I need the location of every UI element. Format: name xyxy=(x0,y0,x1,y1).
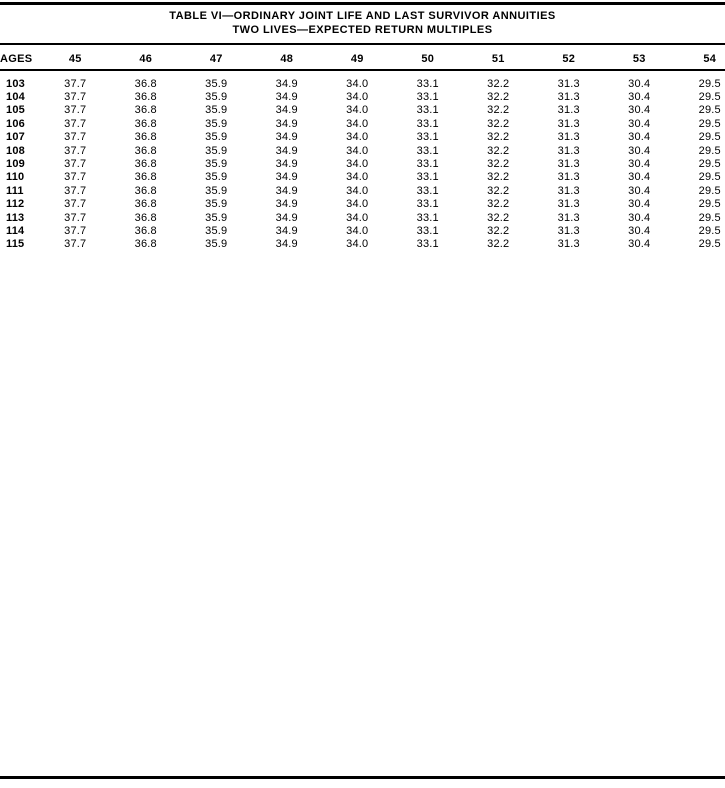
value-cell: 33.1 xyxy=(416,211,439,224)
value-cell: 34.9 xyxy=(275,224,298,237)
value-cell: 33.1 xyxy=(416,77,439,90)
value-cell: 35.9 xyxy=(205,184,228,197)
value-cell: 37.7 xyxy=(64,198,87,211)
value-cell: 37.7 xyxy=(64,144,87,157)
value-cell: 36.8 xyxy=(134,198,157,211)
table-row xyxy=(0,90,725,103)
value-cell: 36.8 xyxy=(134,77,157,90)
table-title-line-1: TABLE VI—ORDINARY JOINT LIFE AND LAST SURVIVOR ANNUITIES xyxy=(169,10,556,22)
age-cell: 111 xyxy=(6,184,24,197)
value-cell: 34.0 xyxy=(346,144,369,157)
value-cell: 34.0 xyxy=(346,238,369,251)
value-cell: 34.9 xyxy=(275,171,298,184)
value-cell: 32.2 xyxy=(487,224,510,237)
age-column-header: 48 xyxy=(252,48,323,70)
value-cell: 32.2 xyxy=(487,184,510,197)
value-cell: 36.8 xyxy=(134,184,157,197)
value-cell: 34.0 xyxy=(346,198,369,211)
value-cell: 36.8 xyxy=(134,224,157,237)
age-cell: 104 xyxy=(6,91,25,104)
value-cell: 32.2 xyxy=(487,91,510,104)
table-row xyxy=(0,211,725,224)
value-cell: 29.5 xyxy=(698,211,721,224)
value-cell: 33.1 xyxy=(416,117,439,130)
value-cell: 31.3 xyxy=(557,131,580,144)
value-cell: 32.2 xyxy=(487,238,510,251)
value-cell: 31.3 xyxy=(557,184,580,197)
value-cell: 34.9 xyxy=(275,198,298,211)
age-column-header: 52 xyxy=(534,48,605,70)
value-cell: 36.8 xyxy=(134,171,157,184)
age-column-header: 47 xyxy=(181,48,252,70)
value-cell: 32.2 xyxy=(487,211,510,224)
value-cell: 36.8 xyxy=(134,131,157,144)
age-column-header: 49 xyxy=(322,48,393,70)
value-cell: 36.8 xyxy=(134,144,157,157)
value-cell: 32.2 xyxy=(487,171,510,184)
value-cell: 34.9 xyxy=(275,184,298,197)
value-cell: 29.5 xyxy=(698,131,721,144)
table-header xyxy=(0,48,725,70)
value-cell: 37.7 xyxy=(64,224,87,237)
value-cell: 31.3 xyxy=(557,224,580,237)
value-cell: 34.9 xyxy=(275,131,298,144)
table-row xyxy=(0,70,725,90)
value-cell: 30.4 xyxy=(628,77,651,90)
age-cell: 103 xyxy=(6,77,25,90)
value-cell: 29.5 xyxy=(698,104,721,117)
value-cell: 32.2 xyxy=(487,198,510,211)
value-cell: 36.8 xyxy=(134,158,157,171)
value-cell: 29.5 xyxy=(698,171,721,184)
value-cell: 34.9 xyxy=(275,91,298,104)
value-cell: 32.2 xyxy=(487,131,510,144)
age-cell: 107 xyxy=(6,131,25,144)
value-cell: 33.1 xyxy=(416,238,439,251)
value-cell: 31.3 xyxy=(557,104,580,117)
value-cell: 34.0 xyxy=(346,104,369,117)
value-cell: 33.1 xyxy=(416,198,439,211)
table-row xyxy=(0,104,725,117)
value-cell: 32.2 xyxy=(487,77,510,90)
value-cell: 34.0 xyxy=(346,171,369,184)
table-row xyxy=(0,131,725,144)
value-cell: 31.3 xyxy=(557,171,580,184)
value-cell: 34.9 xyxy=(275,238,298,251)
value-cell: 34.9 xyxy=(275,211,298,224)
value-cell: 37.7 xyxy=(64,104,87,117)
age-column-header: 53 xyxy=(604,48,675,70)
value-cell: 29.5 xyxy=(698,224,721,237)
value-cell: 33.1 xyxy=(416,184,439,197)
value-cell: 33.1 xyxy=(416,224,439,237)
value-cell: 33.1 xyxy=(416,91,439,104)
value-cell: 29.5 xyxy=(698,198,721,211)
value-cell: 36.8 xyxy=(134,91,157,104)
value-cell: 34.0 xyxy=(346,117,369,130)
value-cell: 37.7 xyxy=(64,158,87,171)
table-row xyxy=(0,157,725,170)
value-cell: 34.0 xyxy=(346,91,369,104)
table-row xyxy=(0,184,725,197)
value-cell: 37.7 xyxy=(64,184,87,197)
value-cell: 36.8 xyxy=(134,238,157,251)
value-cell: 32.2 xyxy=(487,104,510,117)
value-cell: 35.9 xyxy=(205,158,228,171)
age-column-header: 50 xyxy=(393,48,464,70)
value-cell: 34.9 xyxy=(275,144,298,157)
value-cell: 34.0 xyxy=(346,211,369,224)
value-cell: 33.1 xyxy=(416,171,439,184)
value-cell: 35.9 xyxy=(205,238,228,251)
value-cell: 34.0 xyxy=(346,131,369,144)
value-cell: 37.7 xyxy=(64,91,87,104)
value-cell: 34.9 xyxy=(275,104,298,117)
value-cell: 35.9 xyxy=(205,117,228,130)
value-cell: 34.0 xyxy=(346,224,369,237)
value-cell: 37.7 xyxy=(64,211,87,224)
value-cell: 29.5 xyxy=(698,238,721,251)
age-column-header: 46 xyxy=(111,48,182,70)
value-cell: 35.9 xyxy=(205,77,228,90)
table-row xyxy=(0,171,725,184)
value-cell: 37.7 xyxy=(64,238,87,251)
value-cell: 31.3 xyxy=(557,144,580,157)
value-cell: 34.0 xyxy=(346,77,369,90)
value-cell: 30.4 xyxy=(628,158,651,171)
value-cell: 33.1 xyxy=(416,104,439,117)
value-cell: 34.9 xyxy=(275,77,298,90)
value-cell: 31.3 xyxy=(557,198,580,211)
value-cell: 33.1 xyxy=(416,131,439,144)
table-row xyxy=(0,224,725,237)
value-cell: 35.9 xyxy=(205,144,228,157)
value-cell: 29.5 xyxy=(698,91,721,104)
age-cell: 109 xyxy=(6,158,25,171)
value-cell: 31.3 xyxy=(557,211,580,224)
value-cell: 30.4 xyxy=(628,224,651,237)
age-cell: 113 xyxy=(6,211,25,224)
age-cell: 115 xyxy=(6,238,25,251)
value-cell: 30.4 xyxy=(628,117,651,130)
value-cell: 30.4 xyxy=(628,91,651,104)
age-cell: 106 xyxy=(6,117,25,130)
value-cell: 35.9 xyxy=(205,198,228,211)
table-row xyxy=(0,198,725,211)
value-cell: 35.9 xyxy=(205,224,228,237)
age-cell: 108 xyxy=(6,144,25,157)
value-cell: 34.0 xyxy=(346,158,369,171)
value-cell: 37.7 xyxy=(64,117,87,130)
table-row xyxy=(0,144,725,157)
value-cell: 29.5 xyxy=(698,117,721,130)
value-cell: 35.9 xyxy=(205,171,228,184)
value-cell: 31.3 xyxy=(557,238,580,251)
value-cell: 37.7 xyxy=(64,131,87,144)
value-cell: 30.4 xyxy=(628,198,651,211)
table-row xyxy=(0,238,725,251)
table-row xyxy=(0,117,725,130)
annuity-table xyxy=(0,48,725,251)
bottom-page-rule xyxy=(0,776,725,779)
value-cell: 29.5 xyxy=(698,77,721,90)
value-cell: 34.9 xyxy=(275,117,298,130)
value-cell: 35.9 xyxy=(205,211,228,224)
value-cell: 30.4 xyxy=(628,104,651,117)
value-cell: 33.1 xyxy=(416,144,439,157)
value-cell: 36.8 xyxy=(134,117,157,130)
age-cell: 114 xyxy=(6,224,25,237)
title-separator-rule xyxy=(0,43,725,45)
age-cell: 112 xyxy=(6,198,25,211)
value-cell: 32.2 xyxy=(487,144,510,157)
value-cell: 37.7 xyxy=(64,171,87,184)
age-column-header: 54 xyxy=(675,48,725,70)
value-cell: 35.9 xyxy=(205,131,228,144)
value-cell: 33.1 xyxy=(416,158,439,171)
value-cell: 29.5 xyxy=(698,158,721,171)
value-cell: 36.8 xyxy=(134,211,157,224)
value-cell: 30.4 xyxy=(628,131,651,144)
value-cell: 31.3 xyxy=(557,158,580,171)
value-cell: 29.5 xyxy=(698,144,721,157)
table-title xyxy=(0,9,725,37)
value-cell: 32.2 xyxy=(487,158,510,171)
value-cell: 34.9 xyxy=(275,158,298,171)
value-cell: 30.4 xyxy=(628,184,651,197)
table-body xyxy=(0,70,725,251)
value-cell: 32.2 xyxy=(487,117,510,130)
value-cell: 31.3 xyxy=(557,91,580,104)
age-cell: 105 xyxy=(6,104,25,117)
value-cell: 35.9 xyxy=(205,91,228,104)
value-cell: 29.5 xyxy=(698,184,721,197)
age-column-header: 45 xyxy=(40,48,111,70)
value-cell: 35.9 xyxy=(205,104,228,117)
table-title-line-2: TWO LIVES—EXPECTED RETURN MULTIPLES xyxy=(232,24,493,36)
value-cell: 30.4 xyxy=(628,144,651,157)
age-cell: 110 xyxy=(6,171,25,184)
value-cell: 37.7 xyxy=(64,77,87,90)
value-cell: 31.3 xyxy=(557,117,580,130)
value-cell: 34.0 xyxy=(346,184,369,197)
value-cell: 30.4 xyxy=(628,211,651,224)
top-page-rule xyxy=(0,2,725,5)
value-cell: 31.3 xyxy=(557,77,580,90)
value-cell: 30.4 xyxy=(628,238,651,251)
value-cell: 30.4 xyxy=(628,171,651,184)
ages-column-header: AGES xyxy=(0,48,40,70)
age-column-header: 51 xyxy=(463,48,534,70)
header-row xyxy=(0,48,725,70)
value-cell: 36.8 xyxy=(134,104,157,117)
